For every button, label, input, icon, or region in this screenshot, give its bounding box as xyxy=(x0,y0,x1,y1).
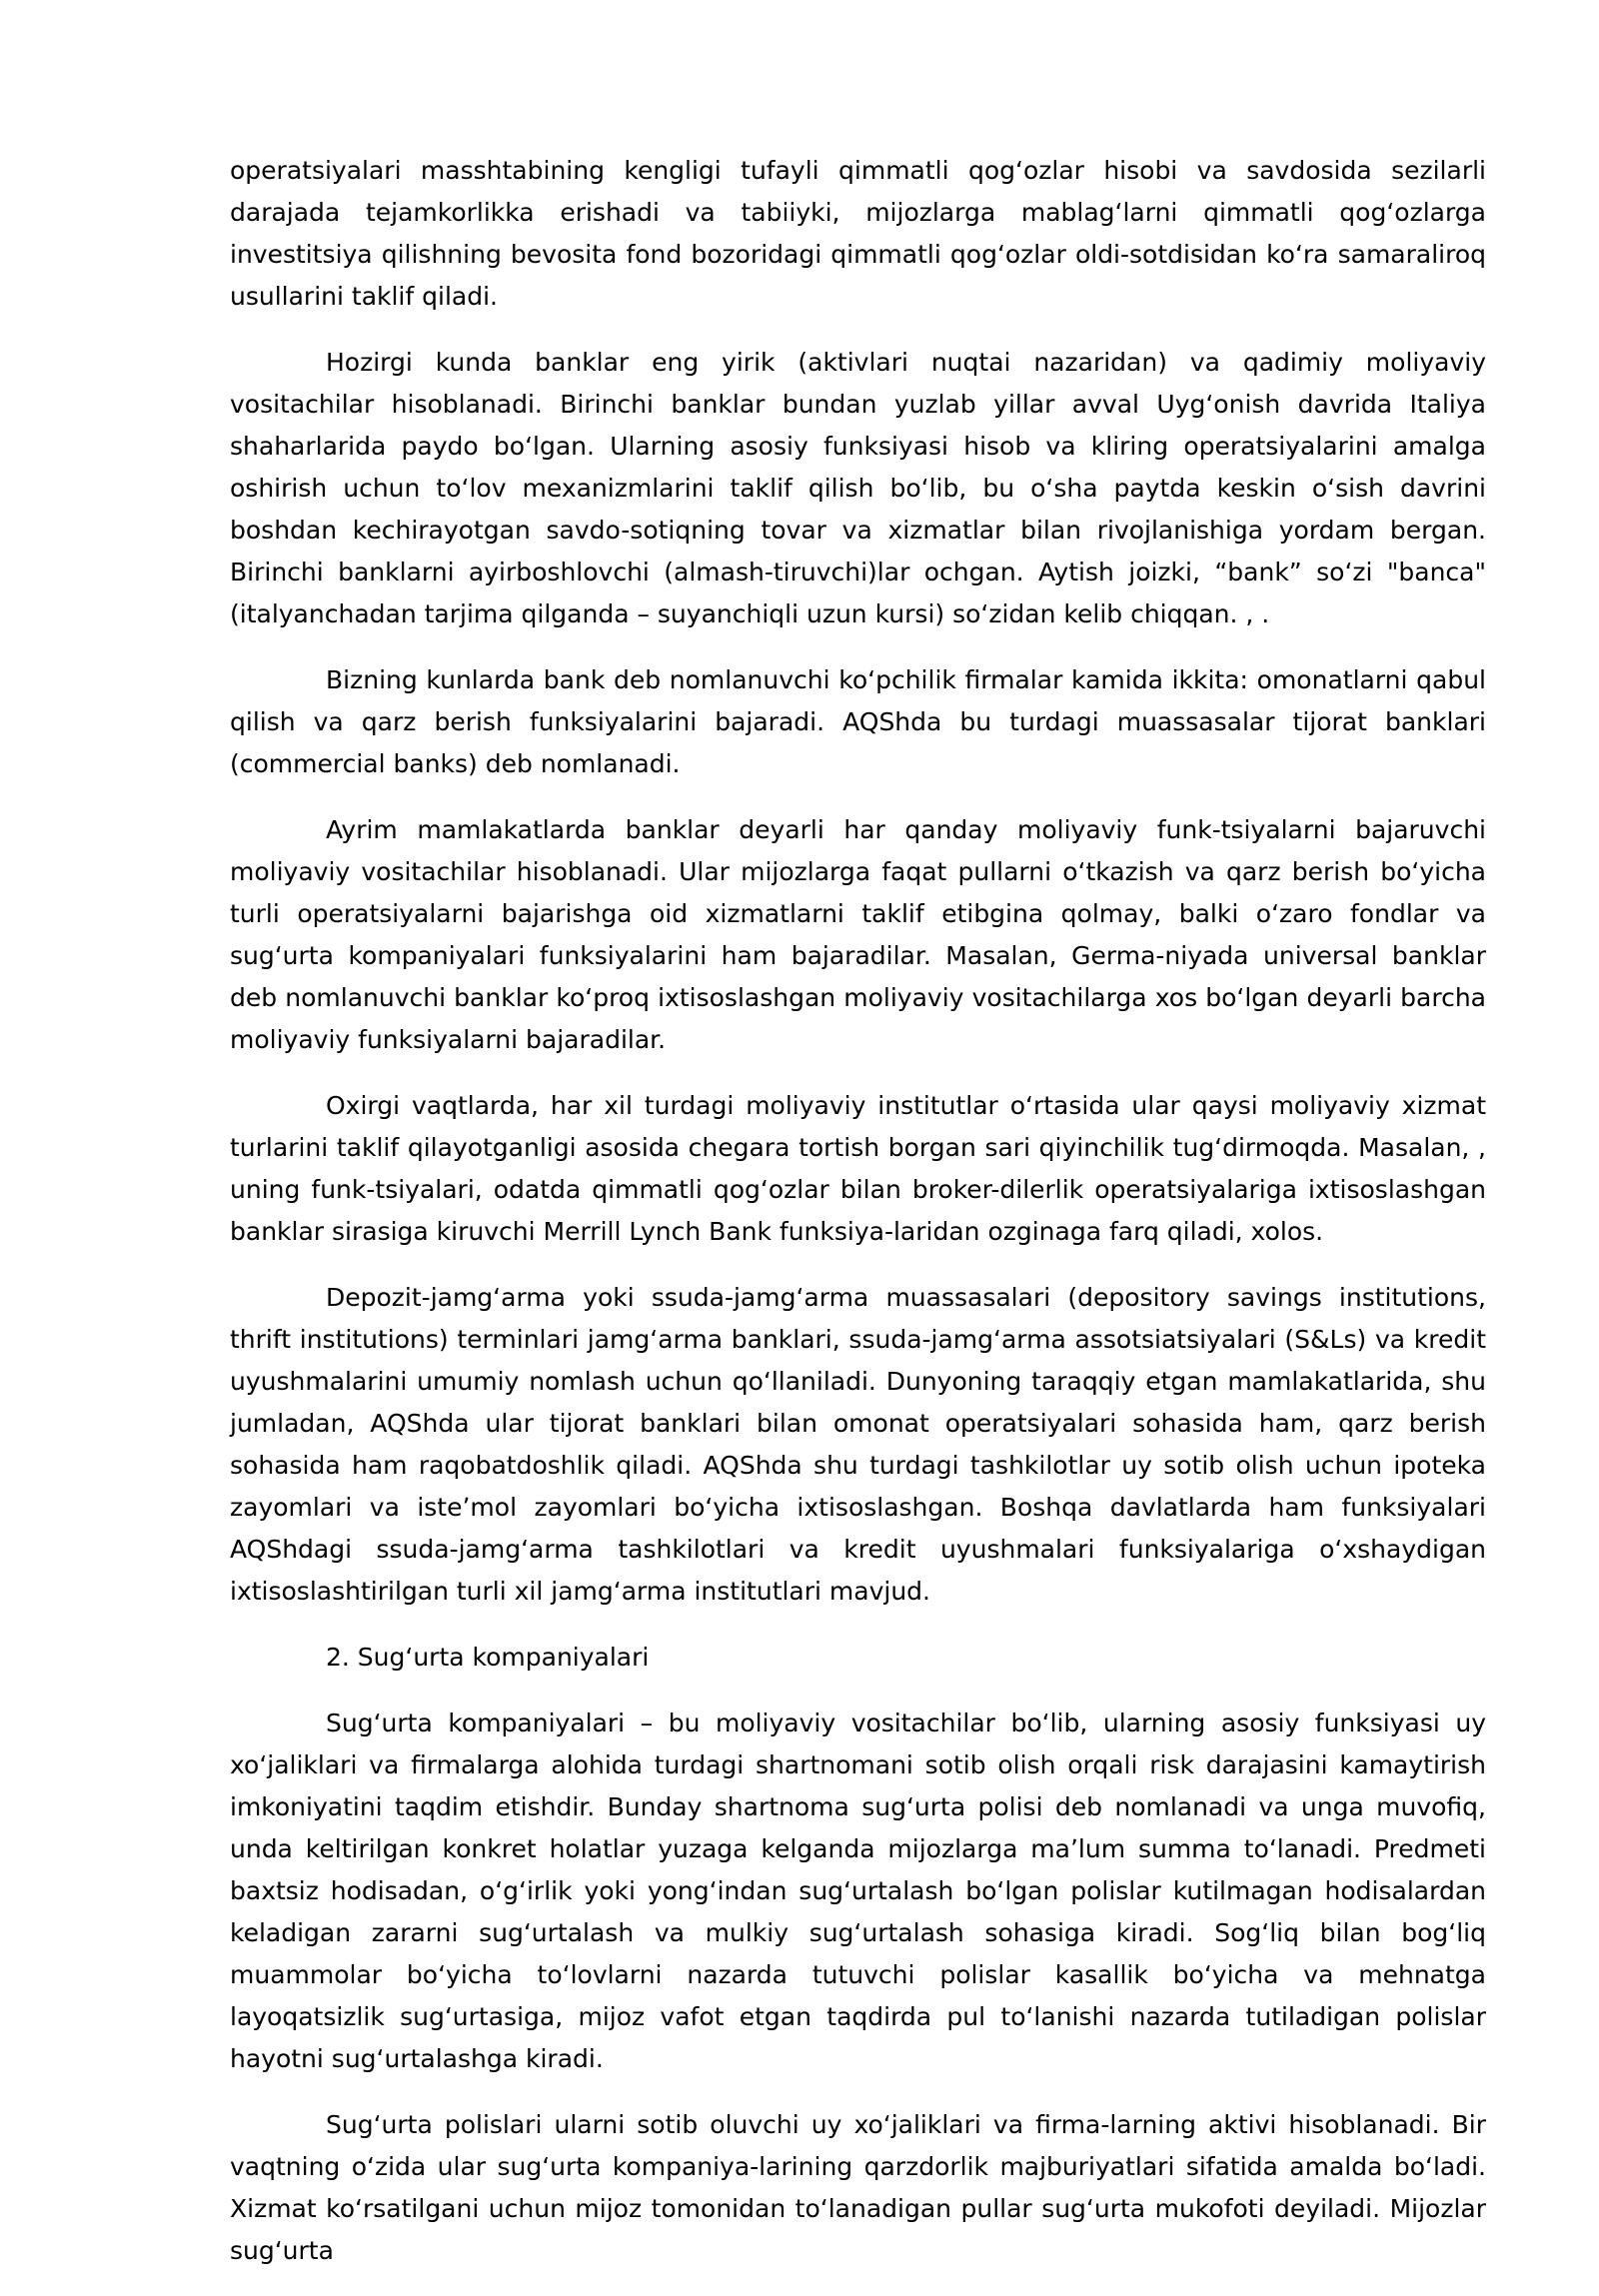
paragraph-universal-banks: Ayrim mamlakatlarda banklar deyarli har qanday moliyaviy funk-tsiyalarni bajaruvchi moliyaviy vositachilar hisoblanadi. Ular mijozlarga faqat pullarni oʻtkazish va qarz berish boʻyicha turli operatsiyalarni bajarishga oid xizmatlarni taklif etibgina qolmay, balki oʻzaro fondlar va sugʻurta kompaniyalari funksiyalarini ham bajaradilar. Masalan, Germa-niyada universal banklar deb nomlanuvchi banklar koʻproq ixtisoslashgan moliyaviy vositachilarga xos boʻlgan deyarli barcha moliyaviy funksiyalarni bajaradilar. xyxy=(230,815,1486,1054)
paragraph-institution-boundaries: Oxirgi vaqtlarda, har xil turdagi moliyaviy institutlar oʻrtasida ular qaysi moliyaviy xizmat turlarini taklif qilayotganligi asosida chegara tortish borgan sari qiyinchilik tugʻdirmoqda. Masalan, , uning funk-tsiyalari, odatda qimmatli qogʻozlar bilan broker-dilerlik operatsiyalariga ixtisoslashgan banklar sirasiga kiruvchi Merrill Lynch Bank funksiya-laridan ozginaga farq qiladi, xolos. xyxy=(230,1091,1486,1246)
paragraph-savings-institutions: Depozit-jamgʻarma yoki ssuda-jamgʻarma muassasalari (depository savings institutions, thrift institutions) terminlari jamgʻarma banklari, ssuda-jamgʻarma assotsiatsiyalari (S&Ls) va kredit uyushmalarini umumiy nomlash uchun qoʻllaniladi. Dunyoning taraqqiy etgan mamlakatlarida, shu jumladan, AQShda ular tijorat banklari bilan omonat operatsiyalari sohasida ham, qarz berish sohasida ham raqobatdoshlik qiladi. AQShda shu turdagi tashkilotlar uy sotib olish uchun ipoteka zayomlari va isteʼmol zayomlari boʻyicha ixtisoslashgan. Boshqa davlatlarda ham funksiyalari AQShdagi ssuda-jamgʻarma tashkilotlari va kredit uyushmalari funksiyalariga oʻxshaydigan ixtisoslashtirilgan turli xil jamgʻarma institutlari mavjud. xyxy=(230,1283,1486,1606)
paragraph-commercial-banks: Bizning kunlarda bank deb nomlanuvchi koʻpchilik firmalar kamida ikkita: omonatlarni qabul qilish va qarz berish funksiyalarini bajaradi. AQShda bu turdagi muassasalar tijorat banklari (commercial banks) deb nomlanadi. xyxy=(230,665,1486,778)
paragraph-intro-continuation: operatsiyalari masshtabining kengligi tufayli qimmatli qogʻozlar hisobi va savdosida sezilarli darajada tejamkorlikka erishadi va tabiiyki, mijozlarga mablagʻlarni qimmatli qogʻozlarga investitsiya qilishning bevosita fond bozoridagi qimmatli qogʻozlar oldi-sotdisidan koʻra samaraliroq usullarini taklif qiladi. xyxy=(230,156,1486,311)
paragraph-insurance-policies: Sugʻurta polislari ularni sotib oluvchi uy xoʻjaliklari va firma-larning aktivi hisoblanadi. Bir vaqtning oʻzida ular sugʻurta kompaniya-larining qarzdorlik majburiyatlari sifatida amalda boʻladi. Xizmat koʻrsatilgani uchun mijoz tomonidan toʻlanadigan pullar sugʻurta mukofoti deyiladi. Mijozlar sugʻurta xyxy=(230,2110,1486,2265)
section-heading-insurance: 2. Sugʻurta kompaniyalari xyxy=(326,1643,650,1672)
paragraph-banks-history: Hozirgi kunda banklar eng yirik (aktivlari nuqtai nazaridan) va qadimiy moliyaviy vositachilar hisoblanadi. Birinchi banklar bundan yuzlab yillar avval Uygʻonish davrida Italiya shaharlarida paydo boʻlgan. Ularning asosiy funksiyasi hisob va kliring operatsiyalarini amalga oshirish uchun toʻlov mexanizmlarini taklif qilish boʻlib, bu oʻsha paytda keskin oʻsish davrini boshdan kechirayotgan savdo-sotiqning tovar va xizmatlar bilan rivojlanishiga yordam bergan. Birinchi banklarni ayirboshlovchi (almash-tiruvchi)lar ochgan. Aytish joizki, “bank” soʻzi "banca" (italyanchadan tarjima qilganda – suyanchiqli uzun kursi) soʻzidan kelib chiqqan. , . xyxy=(230,348,1486,628)
paragraph-insurance-companies: Sugʻurta kompaniyalari – bu moliyaviy vositachilar boʻlib, ularning asosiy funksiyasi uy xoʻjaliklari va firmalarga alohida turdagi shartnomani sotib olish orqali risk darajasini kamaytirish imkoniyatini taqdim etishdir. Bunday shartnoma sugʻurta polisi deb nomlanadi va unga muvofiq, unda keltirilgan konkret holatlar yuzaga kelganda mijozlarga maʼlum summa toʻlanadi. Predmeti baxtsiz hodisadan, oʻgʻirlik yoki yongʻindan sugʻurtalash boʻlgan polislar kutilmagan hodisalardan keladigan zararni sugʻurtalash va mulkiy sugʻurtalash sohasiga kiradi. Sogʻliq bilan bogʻliq muammolar boʻyicha toʻlovlarni nazarda tutuvchi polislar kasallik boʻyicha va mehnatga layoqatsizlik sugʻurtasiga, mijoz vafot etgan taqdirda pul toʻlanishi nazarda tutiladigan polislar hayotni sugʻurtalashga kiradi. xyxy=(230,1709,1486,2073)
document-page xyxy=(230,150,1486,2296)
